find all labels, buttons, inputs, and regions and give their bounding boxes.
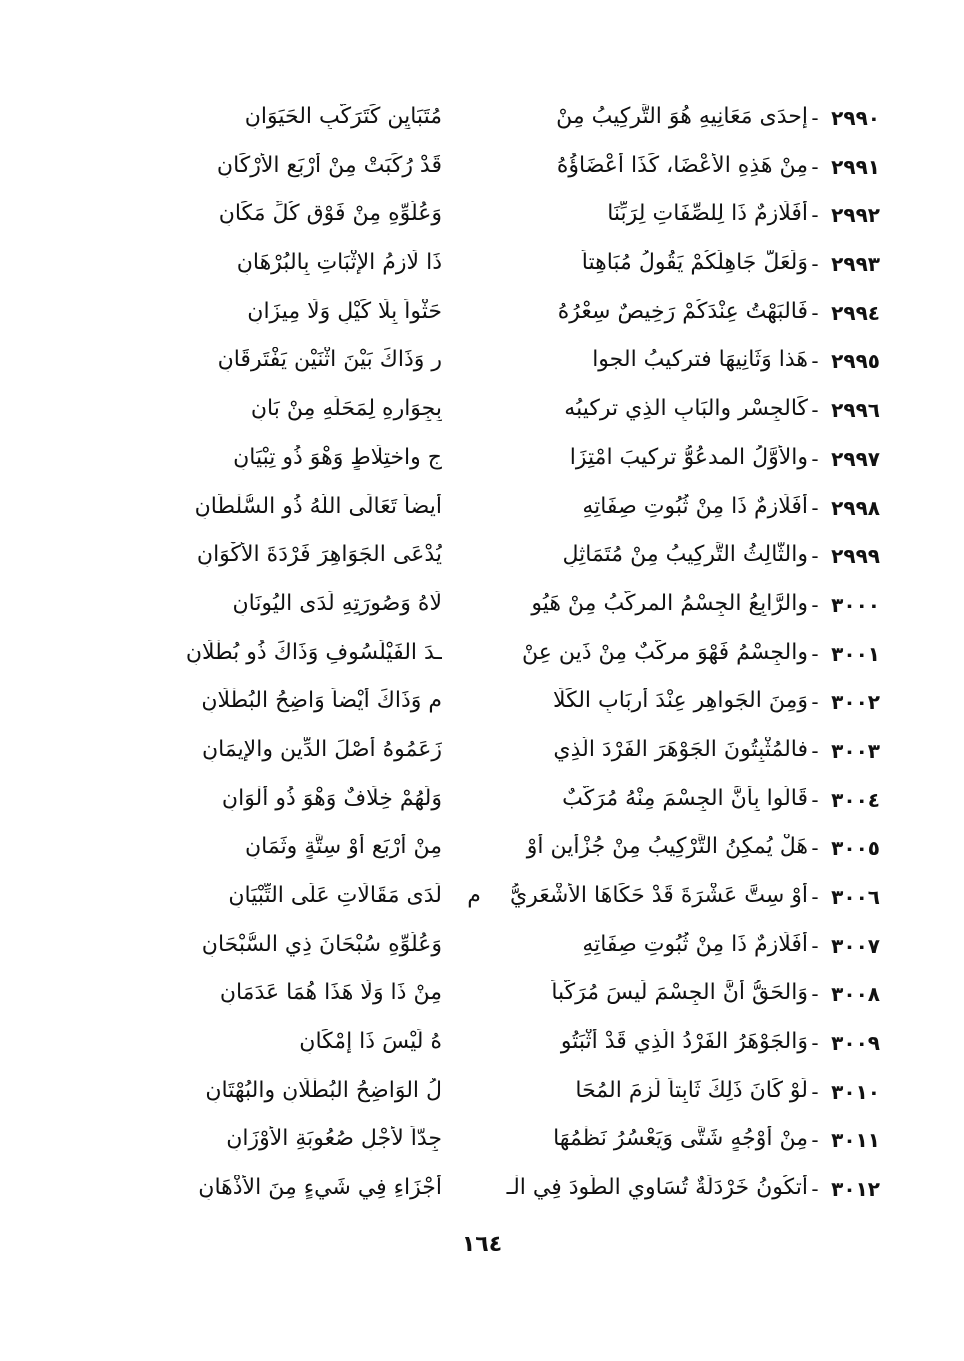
second-hemistich: ذَا لَازِمُ الإِثْبَاتِ بِالبُرْهَانِ: [236, 250, 442, 276]
verse-line: [90, 441, 880, 490]
first-hemistich: إحدَى مَعَانِيهِ هُوَ التَّركِيبُ مِنْ: [556, 104, 808, 129]
first-hemistich: وَمِنَ الجَواهِرِ عِنْدَ أَربَابِ الكَلَا: [552, 688, 808, 714]
verse-number: ٢٩٩٠: [831, 106, 880, 130]
first-hemistich: وَالجَوْهَرُ الفَرْدُ الَّذِي قَدْ أَثْبَتُو: [560, 1029, 808, 1055]
first-hemistich: قَالُوا بِأَنَّ الجِسْمَ مِنْهُ مُرَكَّبٌ: [562, 785, 808, 811]
verse-line: [90, 1122, 880, 1171]
verse-dash: -: [811, 252, 819, 277]
second-hemistich: لَدَى مَقَالَاتِ عَلَى التِّبْيَانِ: [228, 883, 442, 908]
verse-number: ٣٠٠٨: [831, 982, 880, 1007]
verse-number: ٣٠٠٦: [831, 885, 880, 909]
verse-number: ٣٠٠٥: [831, 836, 880, 861]
verse-dash: -: [811, 1079, 819, 1104]
first-hemistich: هَذا وَثَانِيهَا فتركيبُ الجوا: [592, 347, 808, 373]
verse-line: [90, 587, 880, 636]
verse-list: [90, 100, 880, 1220]
verse-dash: -: [811, 446, 819, 471]
verse-dash: -: [811, 544, 819, 569]
verse-dash: -: [811, 738, 819, 763]
second-hemistich: جٍ واختِلَاطٍ وَهْوَ ذُو تِبْيَانِ: [233, 444, 442, 470]
second-hemistich: رِ وَذَاكَ بَيْنَ اثْنَيْنِ يَفْتَرِقَانِ: [217, 347, 442, 373]
first-hemistich: أَوْ سِتَّ عَشْرَةَ قَدْ حَكَاهَا الأَشْعَرِيُّ: [509, 883, 808, 908]
verse-dash: -: [811, 592, 819, 617]
second-hemistich: ـدَ الفَيْلَسُوفِ وَذَاكَ ذُو بُطْلَانِ: [185, 639, 442, 665]
first-hemistich: أَفَلَازِمٌ ذَا لِلصِّفَاتِ لِرَبِّنَا: [607, 201, 808, 227]
verse-line: [90, 976, 880, 1025]
first-hemistich: والجِسْمُ فَهْوَ مركَّبٌ مِنْ ذَينِ عِنْ: [522, 639, 808, 665]
first-hemistich: وَالحَقُّ أَنَّ الجِسْمَ لَيسَ مُرَكَّباً: [551, 980, 808, 1006]
second-hemistich: وَعُلُوِّهِ سُبْحَانَ ذِي السُّبْحَانِ: [201, 931, 442, 957]
second-hemistich: لَاهُ وَصُورَتِهِ لَدَى اليُونَانِ: [232, 590, 442, 616]
verse-line: [90, 928, 880, 977]
first-hemistich: والرَّابِعُ الجِسْمُ المركَّبُ مِنْ هَيُو: [531, 590, 808, 616]
verse-number: ٢٩٩٤: [831, 300, 880, 325]
verse-dash: -: [811, 1128, 819, 1153]
verse-dash: -: [811, 154, 819, 179]
verse-number: ٣٠٠٠: [831, 592, 880, 617]
first-hemistich: فالمُثْبِتُونَ الجَوْهَرَ الفَرْدَ الَّذِي: [553, 736, 808, 762]
verse-dash: -: [811, 106, 819, 130]
verse-line: [90, 733, 880, 782]
verse-line: [90, 684, 880, 733]
verse-number: ٣٠٠٤: [831, 787, 880, 812]
first-hemistich: لَوْ كَانَ ذَلِكَ ثَابِتاً لَزِمَ المُحَا: [575, 1077, 808, 1103]
verse-dash: -: [811, 398, 819, 423]
verse-line: [90, 1171, 880, 1220]
verse-number: ٢٩٩٨: [831, 495, 880, 520]
verse-dash: -: [811, 495, 819, 520]
verse-line: [90, 1025, 880, 1074]
second-hemistich: لُ الوَاضِحُ البُطْلَانِ والبُهْتَانِ: [205, 1077, 442, 1103]
second-hemistich: أَجْزَاءِ فِي شَيءٍ مِنَ الأَذْهَانِ: [198, 1175, 442, 1201]
second-hemistich: زَعَمُوهُ أَصْلَ الدِّينِ والإِيمَانِ: [201, 736, 442, 762]
verse-dash: -: [811, 690, 819, 715]
verse-number: ٢٩٩٧: [831, 446, 880, 471]
first-hemistich: والأَوَّلُ المدعُوُّ تركيبَ امْتِزَا: [569, 444, 808, 470]
verse-line: [90, 879, 880, 928]
second-hemistich: قَدْ رُكِّبَتْ مِنْ أَرْبَعِ الأَرْكَانِ: [216, 152, 442, 178]
verse-number: ٢٩٩٢: [831, 203, 880, 228]
first-hemistich: والثَّالِثُ التَّركِيبُ مِنْ مُتَمَاثِلٍ: [562, 542, 808, 568]
second-hemistich: وَلَهُمْ خِلَافٌ وَهْوَ ذُو أَلْوَانِ: [221, 785, 442, 811]
second-hemistich: وَعُلُوِّهِ مِنْ فَوْقِ كُلِّ مَكَانِ: [218, 201, 442, 227]
verse-line: [90, 1074, 880, 1123]
second-hemistich: مِ وَذَاكَ أَيْضاً وَاضِحُ البُطْلَانِ: [201, 688, 442, 714]
verse-dash: -: [811, 885, 819, 909]
first-hemistich: مِنْ هَذِهِ الأَعْضَا، كَذَا أَعْضَاؤُهُ: [556, 152, 808, 178]
second-hemistich: يُدْعَى الجَوَاهِرَ فَرْدَةَ الأَكْوَانِ: [196, 542, 442, 568]
verse-number: ٢٩٩٣: [831, 252, 880, 277]
verse-number: ٢٩٩٦: [831, 398, 880, 423]
verse-line: [90, 246, 880, 295]
verse-dash: -: [811, 1177, 819, 1202]
first-hemistich: أَفَلَازِمٌ ذَا مِنْ ثُبُوتِ صِفَاتِهِ: [582, 931, 808, 957]
verse-line: [90, 392, 880, 441]
verse-dash: -: [811, 1031, 819, 1056]
first-hemistich: أَفَلَازِمٌ ذَا مِنْ ثُبُوتِ صِفَاتِهِ: [582, 493, 808, 519]
verse-line: [90, 830, 880, 879]
verse-dash: -: [811, 641, 819, 666]
verse-line: [90, 538, 880, 587]
verse-dash: -: [811, 787, 819, 812]
verse-line: [90, 100, 880, 149]
verse-line: [90, 295, 880, 344]
verse-line: [90, 490, 880, 539]
verse-dash: -: [811, 933, 819, 958]
first-hemistich: مِنْ أَوْجُهٍ شَتَّى وَيَعْسُرُ نَظْمُهَا: [553, 1126, 808, 1152]
verse-line: [90, 149, 880, 198]
verse-number: ٣٠٠٢: [831, 690, 880, 715]
verse-number: ٢٩٩٩: [831, 544, 880, 569]
second-hemistich: هُ لَيْسَ ذَا إِمْكَانِ: [299, 1029, 442, 1055]
verse-dash: -: [811, 982, 819, 1007]
verse-dash: -: [811, 300, 819, 325]
verse-number: ٣٠١٠: [831, 1079, 880, 1104]
second-hemistich: مُتَبَايِنٍ كَتَرَكُّبِ الحَيَوَانِ: [244, 104, 442, 129]
second-hemistich: مِنْ أَرْبَعٍ أَوْ سِتَّةٍ وثَمَانِ: [244, 834, 442, 860]
page-number: ١٦٤: [461, 1232, 503, 1257]
verse-number: ٣٠٠٩: [831, 1031, 880, 1056]
first-hemistich: وَلَعَلَّ جَاهِلَكُمْ يَقُولُ مُبَاهِتاً: [581, 250, 808, 276]
second-hemistich: أَيضاً تَعَالَى اللَّهُ ذُو السُّلْطَانِ: [194, 493, 442, 519]
verse-line: [90, 782, 880, 831]
verse-dash: -: [811, 203, 819, 228]
verse-dash: -: [811, 836, 819, 861]
verse-dash: -: [811, 349, 819, 374]
verse-line: [90, 197, 880, 246]
first-hemistich: كَالجِسْرِ والبَابِ الذِي تركيبُه: [564, 396, 808, 422]
verse-line: [90, 636, 880, 685]
verse-number: ٣٠٠١: [831, 641, 880, 666]
second-hemistich: حَثْواً بِلَا كَيْلٍ وَلَا مِيزَانِ: [247, 298, 442, 324]
first-hemistich: فَالبَهْتُ عِنْدَكُمْ رَخِيصٌ سِعْرُهُ: [557, 298, 808, 324]
second-hemistich: مِنْ ذَا وَلَا هَذَا هُمَا عَدَمَانِ: [219, 980, 442, 1006]
hemistich-continuation: م: [467, 883, 481, 908]
first-hemistich: أَتكُونُ خَرْدَلَةٌ تُسَاوِي الطَّودَ فِي الْـ: [506, 1175, 808, 1201]
verse-number: ٣٠٠٧: [831, 933, 880, 958]
second-hemistich: جِدّاً لأَجْلِ صُعُوبَةِ الأَوْزَانِ: [226, 1126, 442, 1152]
second-hemistich: بِجِوَارِهِ لِمَحَلِّهِ مِنْ بَانِ: [250, 396, 442, 422]
verse-line: [90, 343, 880, 392]
verse-number: ٢٩٩١: [831, 154, 880, 179]
verse-number: ٣٠٠٣: [831, 738, 880, 763]
verse-number: ٢٩٩٥: [831, 349, 880, 374]
first-hemistich: هَلْ يُمكِنُ التَّرْكِيبُ مِنْ جُزْأَينِ أَوْ: [526, 834, 808, 860]
verse-number: ٣٠١٢: [831, 1177, 880, 1202]
verse-number: ٣٠١١: [831, 1128, 880, 1153]
